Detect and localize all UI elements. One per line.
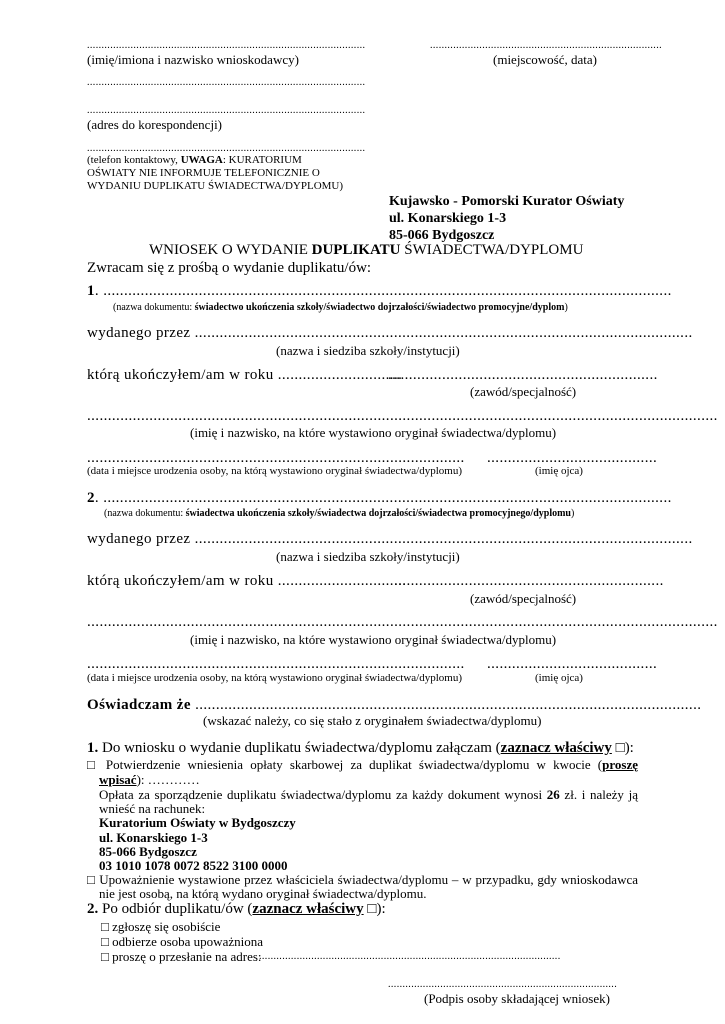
doc1-name-label: (nazwa dokumentu: świadectwo ukończenia szkoły/świadectwo dojrzałości/świadectwo promocyjne/dyplom) (113, 302, 568, 313)
doc2-father-field[interactable]: ......................................... (487, 656, 658, 672)
doc2-profession-field[interactable]: ................................................................. (394, 573, 664, 589)
attachments-heading: 1. Do wniosku o wydanie duplikatu świadectwa/dyplomu załączam (zaznacz właściwy □): (87, 740, 634, 756)
doc1-father-label: (imię ojca) (535, 465, 583, 477)
phone-field[interactable]: ................................................................................................ (87, 143, 366, 154)
address-label: (adres do korespondencji) (87, 117, 223, 132)
page-title: WNIOSEK O WYDANIE DUPLIKATU ŚWIADECTWA/DYPLOMU (149, 242, 584, 258)
doc1-birth-label: (data i miejsce urodzenia osoby, na którą wystawiono oryginał świadectwa/dyplomu) (87, 465, 463, 477)
attachment-fee-receipt-checkbox[interactable]: □ Potwierdzenie wniesienia opłaty skarbowej za duplikat świadectwa/dyplomu w kwocie (proszę (87, 757, 638, 772)
doc1-year-field[interactable]: którą ukończyłem/am w roku .............................. (87, 367, 403, 383)
pickup-option-mail[interactable]: □ proszę o przesłanie na adres: (101, 949, 262, 964)
attachment-authorization-checkbox[interactable]: □ Upoważnienie wystawione przez właściciela świadectwa/dyplomu – w przypadku, gdy wnioskodawca (87, 872, 638, 887)
doc2-year-field[interactable]: którą ukończyłem/am w roku ............................... (87, 573, 407, 589)
doc1-profession-label: (zawód/specjalność) (470, 384, 577, 399)
signature-field[interactable]: ............................................................................... (388, 979, 618, 990)
addressee-line-3: 85-066 Bydgoszcz (389, 228, 495, 243)
applicant-name-label: (imię/imiona i nazwisko wnioskodawcy) (87, 52, 299, 67)
doc1-issued-by-field[interactable]: wydanego przez ........................................................................................................................ (87, 325, 693, 341)
phone-note-line-2: OŚWIATY NIE INFORMUJE TELEFONICZNIE O (87, 167, 320, 179)
doc1-father-field[interactable]: ......................................... (487, 450, 658, 466)
doc1-name-field[interactable]: 1. ......................................................................................................................................... (87, 283, 672, 299)
doc2-father-label: (imię ojca) (535, 672, 583, 684)
doc2-birth-label: (data i miejsce urodzenia osoby, na którą wystawiono oryginał świadectwa/dyplomu) (87, 672, 463, 684)
doc2-owner-name-field[interactable]: ........................................................................................................................................................ (87, 614, 718, 630)
mail-address-field[interactable]: ........................................................................................................ (259, 951, 561, 962)
doc1-owner-name-label: (imię i nazwisko, na które wystawiono oryginał świadectwa/dyplomu) (190, 425, 557, 440)
addressee-line-1: Kujawsko - Pomorski Kurator Oświaty (389, 194, 625, 209)
doc2-issued-by-label: (nazwa i siedziba szkoły/instytucji) (276, 549, 460, 564)
addressee-line-2: ul. Konarskiego 1-3 (389, 211, 507, 226)
account-city: 85-066 Bydgoszcz (99, 844, 197, 859)
pickup-heading: 2. Po odbiór duplikatu/ów (zaznacz właściwy □): (87, 901, 386, 917)
address-field-1[interactable]: ................................................................................................ (87, 77, 366, 88)
doc2-name-label: (nazwa dokumentu: świadectwa ukończenia szkoły/świadectwa dojrzałości/świadectwa promocyjnego/dyplomu) (104, 508, 575, 519)
place-date-label: (miejscowość, data) (493, 52, 597, 67)
doc2-name-field[interactable]: 2. ......................................................................................................................................... (87, 490, 672, 506)
doc2-birth-field[interactable]: ........................................................................................... (87, 656, 465, 672)
fee-info-line-2: wnieść na rachunek: (99, 801, 206, 816)
attachment-fee-amount-field[interactable]: wpisać): ………… (99, 772, 200, 787)
phone-note-line-3: WYDANIU DUPLIKATU ŚWIADECTWA/DYPLOMU) (87, 180, 344, 192)
doc1-owner-name-field[interactable]: ........................................................................................................................................................ (87, 408, 718, 424)
doc1-profession-field[interactable]: ................................................................. (388, 367, 658, 383)
applicant-name-field[interactable]: ................................................................................................ (87, 40, 366, 51)
place-date-field[interactable]: ................................................................................ (430, 40, 662, 51)
doc2-profession-label: (zawód/specjalność) (470, 591, 577, 606)
phone-note-line-1: (telefon kontaktowy, UWAGA: KURATORIUM (87, 154, 302, 166)
declaration-label: (wskazać należy, co się stało z oryginałem świadectwa/dyplomu) (203, 713, 542, 728)
account-number: 03 1010 1078 0072 8522 3100 0000 (99, 858, 288, 873)
doc2-issued-by-field[interactable]: wydanego przez ........................................................................................................................ (87, 531, 693, 547)
pickup-option-in-person[interactable]: □ zgłoszę się osobiście (101, 919, 221, 934)
doc1-birth-field[interactable]: ........................................................................................... (87, 450, 465, 466)
doc1-issued-by-label: (nazwa i siedziba szkoły/instytucji) (276, 343, 460, 358)
attachment-authorization-note: nie jest osobą, na którą wydano oryginał świadectwa/dyplomu. (99, 886, 427, 901)
declaration-field[interactable]: Oświadczam że .......................................................................................................................... (87, 697, 702, 713)
account-name: Kuratorium Oświaty w Bydgoszczy (99, 815, 296, 830)
doc2-owner-name-label: (imię i nazwisko, na które wystawiono oryginał świadectwa/dyplomu) (190, 632, 557, 647)
address-field-2[interactable]: ................................................................................................ (87, 105, 366, 116)
pickup-option-authorized-person[interactable]: □ odbierze osoba upoważniona (101, 934, 263, 949)
fee-info-line-1: Opłata za sporządzenie duplikatu świadectwa/dyplomu za każdy dokument wynosi 26 zł. i należy ją (99, 787, 638, 802)
account-street: ul. Konarskiego 1-3 (99, 830, 208, 845)
signature-label: (Podpis osoby składającej wniosek) (424, 991, 610, 1006)
intro-text: Zwracam się z prośbą o wydanie duplikatu/ów: (87, 260, 372, 276)
